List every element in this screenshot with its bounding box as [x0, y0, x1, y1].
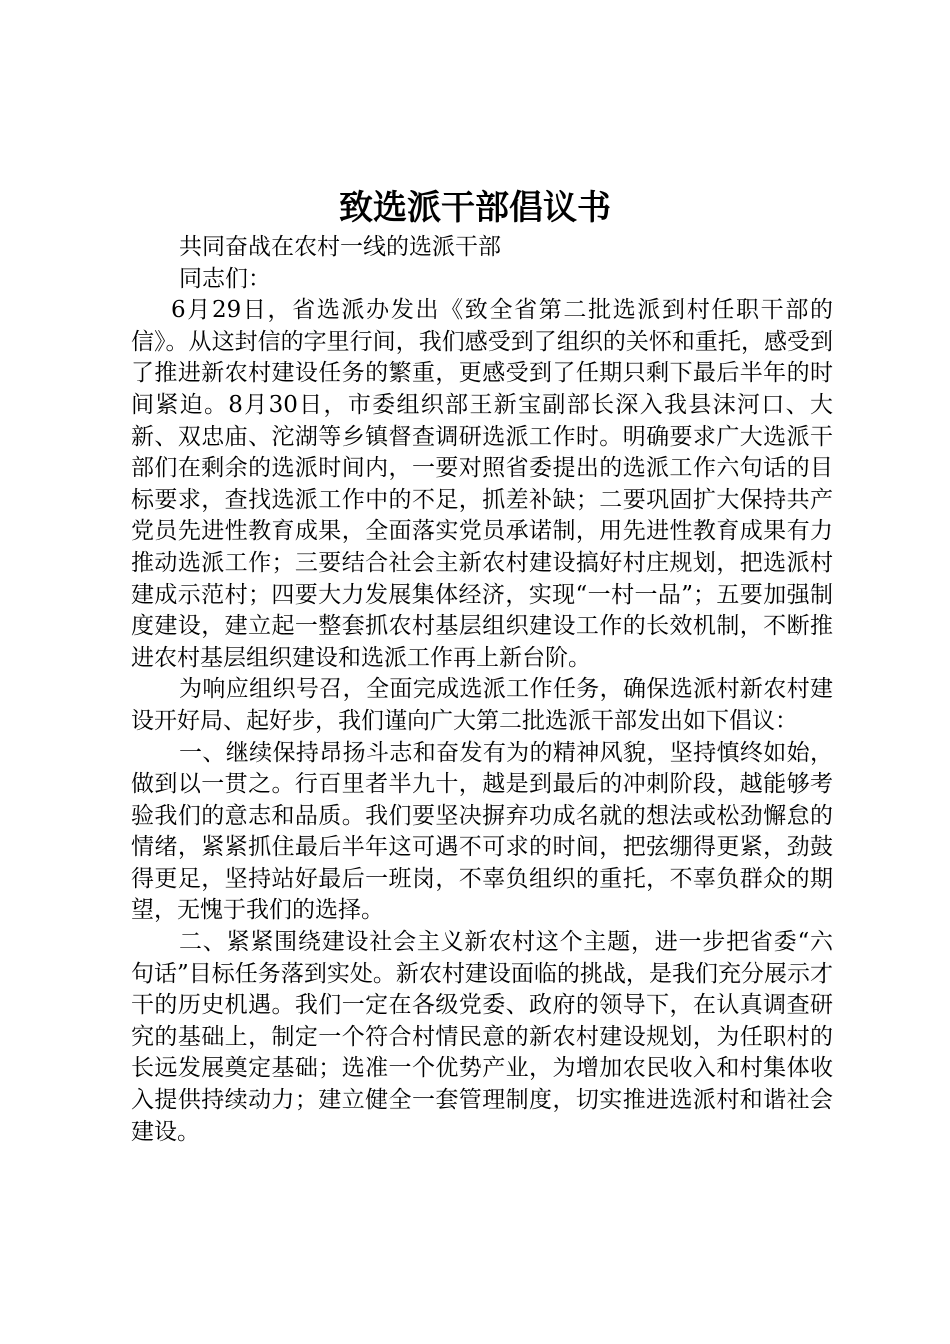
document-title: 致选派干部倡议书	[339, 188, 611, 228]
paragraph-1: 6月29日，省选派办发出《致全省第二批选派到村任职干部的信》。从这封信的字里行间，我们感受到了组织的关怀和重托，感受到了推进新农村建设任务的繁重，更感受到了任期只剩下最后半年的时间紧迫。8月30日，市委组织部王新宝副部长深入我县沫河口、大新、双忠庙、沱湖等乡镇督查调研选派工作时。明确要求广大选派干部们在剩余的选派时间内，一要对照省委提出的选派工作六句话的目标要求，查找选派工作中的不足，抓差补缺；二要巩固扩大保持共产党员先进性教育成果，全面落实党员承诺制，用先进性教育成果有力推动选派工作；三要结合社会主新农村建设搞好村庄规划，把选派村建成示范村；四要大力发展集体经济，实现“一村一品”；五要加强制度建设，建立起一整套抓农村基层组织建设工作的长效机制，不断推进农村基层组织建设和选派工作再上新台阶。	[131, 297, 833, 671]
paragraph-3: 一、继续保持昂扬斗志和奋发有为的精神风貌，坚持慎终如始，做到以一贯之。行百里者半九十，越是到最后的冲刺阶段，越能够考验我们的意志和品质。我们要坚决摒弃功成名就的想法或松劲懈怠的情绪，紧紧抓住最后半年这可遇不可求的时间，把弦绷得更紧，劲鼓得更足，坚持站好最后一班岗，不辜负组织的重托，不辜负群众的期望，无愧于我们的选择。	[131, 739, 833, 924]
paragraph-4: 二、紧紧围绕建设社会主义新农村这个主题，进一步把省委“六句话”目标任务落到实处。新农村建设面临的挑战，是我们充分展示才干的历史机遇。我们一定在各级党委、政府的领导下，在认真调查研究的基础上，制定一个符合村情民意的新农村建设规划，为任职村的长远发展奠定基础；选准一个优势产业，为增加农民收入和村集体收入提供持续动力；建立健全一套管理制度，切实推进选派村和谐社会建设。	[131, 929, 833, 1145]
salutation-comrades: 同志们：	[179, 265, 271, 292]
document-body	[131, 232, 833, 1148]
salutation-recipient: 共同奋战在农村一线的选派干部	[179, 234, 501, 260]
paragraph-2: 为响应组织号召，全面完成选派工作任务，确保选派村新农村建设开好局、起好步，我们谨向广大第二批选派干部发出如下倡议：	[131, 676, 833, 734]
